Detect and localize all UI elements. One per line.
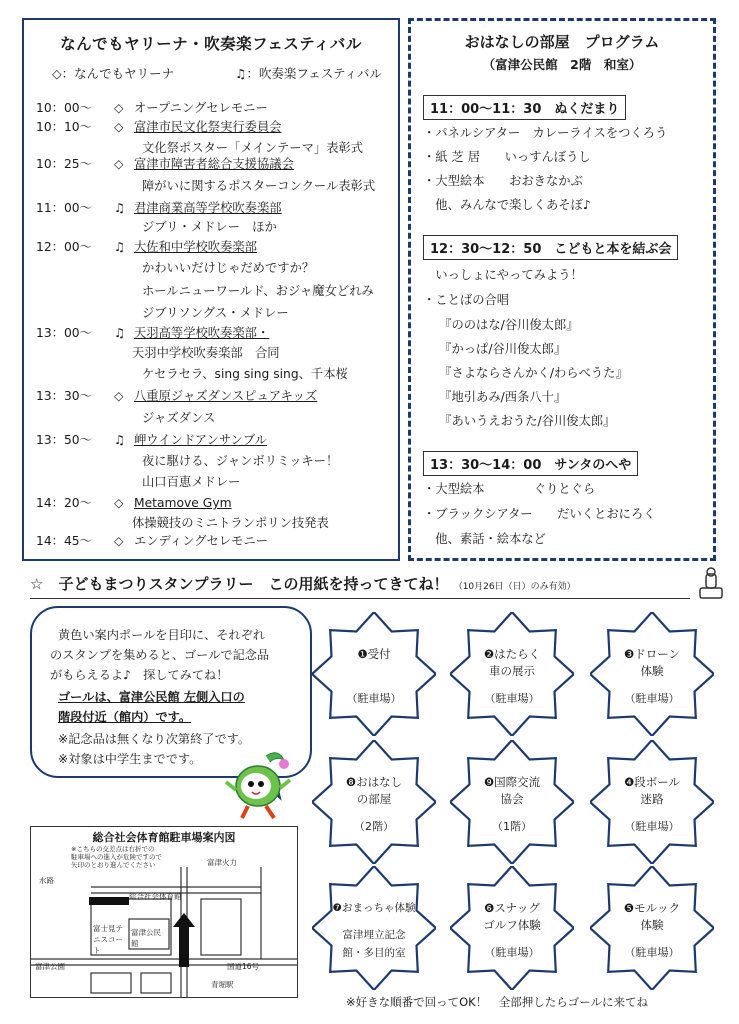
schedule-detail: ケセラセラ、sing sing sing、千本桜 bbox=[142, 367, 348, 381]
session-1-line: ・パネルシアター カレーライスをつくろう bbox=[423, 126, 668, 140]
schedule-performer: オープニングセレモニー bbox=[134, 101, 268, 115]
stamp-label-line: ゴルフ体験 bbox=[483, 918, 541, 932]
schedule-performer: エンディングセレモニー bbox=[134, 534, 269, 548]
stamp-station bbox=[312, 612, 436, 736]
stamp-label-line: ❼おまっちゃ体験 bbox=[332, 902, 416, 914]
instruction-text: のスタンプを集めると、ゴールで記念品 bbox=[50, 648, 270, 662]
stamp-label bbox=[464, 646, 560, 680]
schedule-mark: ♫ bbox=[114, 240, 126, 254]
stamp-location: （駐車場） bbox=[484, 946, 540, 959]
stamp-station bbox=[312, 740, 436, 864]
stamp-label-line: 車の展示 bbox=[489, 664, 535, 678]
stamp-label-line: ❽おはなし bbox=[345, 775, 403, 789]
session-2-line: 『さよならさんかく/わらべうた』 bbox=[433, 366, 628, 380]
stamp-icon bbox=[694, 566, 728, 602]
stamp-label-line: ❺モルック bbox=[623, 901, 681, 915]
stamp-location bbox=[312, 926, 436, 962]
stamp-station bbox=[312, 866, 436, 990]
stamp-label bbox=[320, 900, 428, 917]
schedule-mark: ♫ bbox=[114, 326, 126, 340]
schedule-detail: ジャズダンス bbox=[142, 411, 216, 425]
stamp-rally-date-note: （10月26日（日）のみ有効） bbox=[453, 582, 576, 592]
stamp-location-line: 館・多目的室 bbox=[342, 947, 406, 959]
stamp-station bbox=[450, 740, 574, 864]
session-3-line: ・大型絵本 ぐりとぐら bbox=[423, 482, 596, 496]
schedule-row bbox=[36, 531, 268, 549]
stamp-label-line: ❷はたらく bbox=[483, 647, 541, 661]
schedule-time: 14：45～ bbox=[36, 534, 92, 548]
schedule-detail: 山口百恵メドレー bbox=[142, 475, 241, 489]
schedule-row bbox=[36, 154, 294, 172]
session-2-heading: 12：30～12：50 こどもと本を結ぶ会 bbox=[423, 235, 678, 260]
stamp-label-line: ❾国際交流 bbox=[483, 775, 541, 789]
schedule-time: 13：00～ bbox=[36, 326, 92, 340]
session-2-line: 『かっぱ/谷川俊太郎』 bbox=[433, 342, 567, 356]
stamp-label bbox=[604, 900, 700, 934]
schedule-time: 14：20～ bbox=[36, 496, 92, 510]
stamp-label-line: 体験 bbox=[640, 918, 664, 932]
note-text: ※記念品は無くなり次第終了です。 bbox=[58, 732, 251, 746]
schedule-detail: 天羽中学校吹奏楽部 合同 bbox=[132, 346, 280, 360]
schedule-detail: 夜に駆ける、ジャンボリミッキー！ bbox=[142, 454, 339, 468]
festival-title: なんでもヤリーナ・吹奏楽フェスティバル bbox=[60, 35, 362, 53]
schedule-mark: ◇ bbox=[114, 157, 124, 171]
schedule-detail: 障がいに関するポスターコンクール表彰式 bbox=[142, 179, 376, 193]
festival-schedule-box bbox=[22, 18, 400, 561]
session-1-line: ・大型絵本 おおきなかぶ bbox=[423, 174, 583, 188]
schedule-mark: ♫ bbox=[114, 433, 126, 447]
stamp-rally-title: ☆ 子どもまつりスタンプラリー この用紙を持ってきてね！ bbox=[30, 575, 449, 593]
program-subtitle: （富津公民館 2階 和室） bbox=[482, 57, 642, 72]
festival-legend bbox=[52, 64, 382, 82]
stamp-label-line: 協会 bbox=[500, 792, 524, 806]
session-1-line: ・紙 芝 居 いっすんぼうし bbox=[423, 150, 591, 164]
session-2-line: 『あいうえおうた/谷川俊太郎』 bbox=[433, 414, 616, 428]
storytelling-program-box bbox=[408, 18, 716, 561]
schedule-mark: ◇ bbox=[114, 389, 124, 403]
schedule-mark: ◇ bbox=[114, 534, 124, 548]
map-note-line: ※こちらの交差点は右折での bbox=[71, 845, 155, 853]
map-title: 総合社会体育館駐車場案内図 bbox=[92, 831, 236, 844]
schedule-time: 13：50～ bbox=[36, 433, 92, 447]
stamp-label bbox=[604, 646, 700, 680]
schedule-detail: ジブリソングス・メドレー bbox=[142, 306, 289, 320]
stamp-station bbox=[590, 740, 714, 864]
stamp-rally-heading bbox=[30, 573, 576, 594]
session-2-line: ・ことばの合唱 bbox=[423, 293, 510, 307]
schedule-detail: 体操競技のミニトランポリン技発表 bbox=[132, 516, 329, 530]
map-label-kominkan: 富津公民館 bbox=[131, 928, 161, 948]
stamp-label-line: ❹段ボール bbox=[623, 775, 681, 789]
schedule-performer: 天羽高等学校吹奏楽部・ bbox=[134, 326, 270, 340]
map-label-route16: 国道16号 bbox=[227, 962, 260, 971]
schedule-detail: ジブリ・メドレー ほか bbox=[142, 220, 277, 234]
map-note-line: 駐車場への進入が危険ですので bbox=[71, 853, 162, 861]
legend-brass: ♫：吹奏楽フェスティバル bbox=[235, 66, 382, 81]
map-label-station: 青堀駅 bbox=[211, 980, 234, 989]
instruction-text: がもらえるよ♪ 探してみてね！ bbox=[50, 668, 229, 682]
stamp-label bbox=[464, 900, 560, 934]
map-label-tennis: 富士見テニスコート bbox=[93, 924, 123, 955]
star-outline bbox=[312, 612, 436, 736]
stamp-label bbox=[326, 774, 422, 808]
schedule-detail: かわいいだけじゃだめですか？ bbox=[142, 261, 315, 275]
parking-map bbox=[30, 826, 298, 998]
schedule-mark: ♫ bbox=[114, 201, 126, 215]
legend-yarina: ◇：なんでもヤリーナ bbox=[52, 66, 175, 81]
stamp-label-line: ❻スナッグ bbox=[484, 901, 540, 915]
session-2-line: 『ののはな/谷川俊太郎』 bbox=[433, 318, 579, 332]
schedule-row bbox=[36, 493, 232, 511]
map-label-waterway: 水路 bbox=[39, 876, 54, 885]
stamp-location: （駐車場） bbox=[346, 692, 402, 705]
schedule-mark: ◇ bbox=[114, 496, 124, 510]
stamp-label-line: の部屋 bbox=[356, 792, 392, 806]
schedule-time: 10：25～ bbox=[36, 157, 92, 171]
schedule-time: 10：00～ bbox=[36, 101, 92, 115]
schedule-mark: ◇ bbox=[114, 120, 124, 134]
stamp-station bbox=[590, 866, 714, 990]
note-text: ※対象は中学生までです。 bbox=[58, 752, 202, 766]
map-label-park: 富津公園 bbox=[35, 962, 65, 971]
schedule-time: 10：10～ bbox=[36, 120, 92, 134]
program-title: おはなしの部屋 プログラム bbox=[464, 33, 660, 51]
stamp-location: （1階） bbox=[492, 820, 532, 833]
stamp-label bbox=[464, 774, 560, 808]
divider bbox=[30, 598, 690, 599]
mascot-icon bbox=[218, 746, 298, 826]
schedule-time: 12：00～ bbox=[36, 240, 92, 254]
stamp-station bbox=[590, 612, 714, 736]
stamp-location-line: 富津埋立記念 bbox=[342, 929, 406, 941]
schedule-time: 11：00～ bbox=[36, 201, 92, 215]
stamp-label-line: 体験 bbox=[640, 664, 664, 678]
schedule-performer: 八重原ジャズダンスピュアキッズ bbox=[134, 389, 318, 403]
schedule-performer: 君津商業高等学校吹奏楽部 bbox=[134, 201, 282, 215]
schedule-row bbox=[36, 198, 282, 216]
stamp-location: （駐車場） bbox=[624, 820, 680, 833]
schedule-row bbox=[36, 117, 282, 135]
schedule-row bbox=[36, 237, 257, 255]
schedule-row bbox=[36, 323, 269, 341]
schedule-performer: 富津市障害者総合支援協議会 bbox=[134, 157, 294, 171]
stamp-label-line: ❶受付 bbox=[357, 647, 391, 661]
stamp-label bbox=[326, 646, 422, 663]
schedule-detail: 文化祭ポスター「メインテーマ」表彰式 bbox=[142, 141, 364, 155]
schedule-detail: ホールニューワールド、おジャ魔女どれみ bbox=[142, 284, 374, 298]
stamp-label-line: 迷路 bbox=[640, 792, 664, 806]
schedule-performer: 富津市民文化祭実行委員会 bbox=[134, 120, 282, 134]
schedule-performer: Metamove Gym bbox=[134, 496, 232, 510]
stamp-station bbox=[450, 866, 574, 990]
stamp-location: （駐車場） bbox=[484, 692, 540, 705]
session-3-line: ・ブラックシアター だいくとおにろく bbox=[423, 507, 656, 521]
session-1-line: 他、みんなで楽しくあそぼ♪ bbox=[423, 198, 591, 212]
session-2-line: 『地引あみ/西条八十』 bbox=[433, 390, 567, 404]
map-label-gym: 総合社会体育館 bbox=[129, 892, 182, 901]
schedule-time: 13：30～ bbox=[36, 389, 92, 403]
footer-note: ※好きな順番で回ってOK！ 全部押したらゴールに来てね bbox=[346, 995, 648, 1009]
map-label-power-plant: 富津火力 bbox=[207, 858, 237, 867]
stamp-station bbox=[450, 612, 574, 736]
goal-text: ゴールは、富津公民館 左側入口の bbox=[58, 690, 245, 704]
schedule-mark: ◇ bbox=[114, 101, 124, 115]
schedule-row bbox=[36, 386, 317, 404]
schedule-performer: 大佐和中学校吹奏楽部 bbox=[134, 240, 257, 254]
schedule-row bbox=[36, 430, 267, 448]
map-note-line: 矢印のとおり進んでください bbox=[71, 861, 156, 869]
stamp-label-line: ❸ドローン bbox=[623, 647, 681, 661]
instruction-text: 黄色い案内ポールを目印に、それぞれ bbox=[58, 628, 265, 642]
session-3-line: 他、素話・絵本など bbox=[423, 532, 546, 546]
session-1-heading: 11：00～11：30 ぬくだまり bbox=[423, 95, 626, 120]
stamp-label bbox=[604, 774, 700, 808]
stamp-location: （駐車場） bbox=[624, 946, 680, 959]
schedule-performer: 岬ウインドアンサンブル bbox=[134, 433, 267, 447]
schedule-row bbox=[36, 98, 268, 116]
goal-text: 階段付近（館内）です。 bbox=[58, 710, 192, 724]
stamp-location: （駐車場） bbox=[624, 692, 680, 705]
session-2-line: いっしょにやってみよう！ bbox=[423, 268, 583, 282]
session-3-heading: 13：30～14：00 サンタのへや bbox=[423, 451, 638, 476]
stamp-location: （2階） bbox=[354, 820, 394, 833]
